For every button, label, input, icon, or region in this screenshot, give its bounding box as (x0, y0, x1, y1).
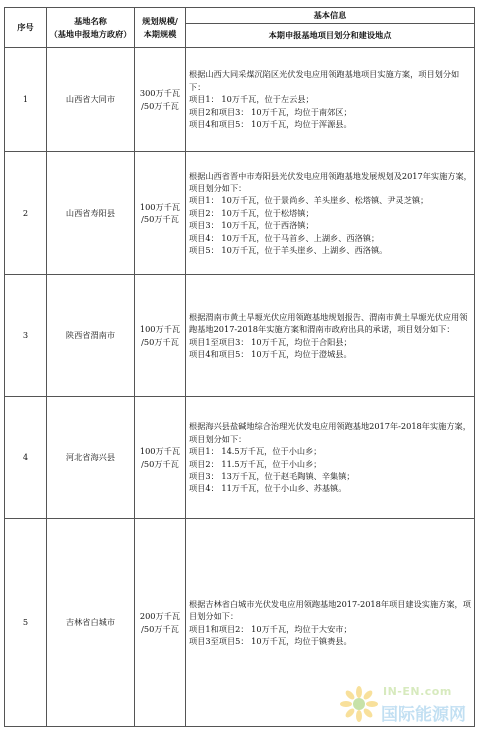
row-detail (186, 48, 475, 152)
header-serial-number: 序号 (5, 8, 47, 48)
header-basic-info: 基本信息 (186, 8, 475, 24)
detail-item: 项目3： 10万千瓦，位于西洛镇； (189, 220, 314, 231)
row-serial: 5 (5, 519, 47, 727)
detail-intro: 根据海兴县盐碱地综合治理光伏发电应用领跑基地2017年-2018年实施方案，项目划分如下： (189, 421, 471, 444)
detail-item: 项目1和项目2： 10万千瓦，均位于大安市； (189, 623, 352, 634)
detail-item: 项目1： 14.5万千瓦，位于小山乡； (189, 446, 322, 457)
sunflower-logo-icon (339, 685, 379, 723)
detail-item: 项目4： 10万千瓦，位于马首乡、上湖乡、西洛镇； (189, 232, 380, 243)
watermark (339, 683, 471, 725)
row-base-name: 山西省寿阳县 (47, 152, 135, 275)
detail-item: 项目2： 11.5万千瓦，位于小山乡； (189, 458, 322, 469)
row-base-name: 吉林省白城市 (47, 519, 135, 727)
watermark-brand: 国际能源网 (381, 705, 466, 725)
detail-item: 项目1至项目3： 10万千瓦，均位于合阳县； (189, 336, 352, 347)
project-table (4, 7, 475, 727)
row-serial: 2 (5, 152, 47, 275)
header-row-top (5, 8, 475, 24)
detail-item: 项目2： 10万千瓦，位于松塔镇； (189, 207, 314, 218)
table-row (5, 397, 475, 519)
detail-intro: 根据山西省晋中市寿阳县光伏发电应用领跑基地发展规划及2017年实施方案，项目划分如下： (189, 170, 472, 193)
detail-item: 项目1： 10万千瓦，位于景尚乡、羊头崖乡、松塔镇、尹灵芝镇； (189, 195, 429, 206)
row-detail (186, 275, 475, 397)
row-scale: 300万千瓦 /50万千瓦 (135, 48, 186, 152)
row-scale: 200万千瓦 /50万千瓦 (135, 519, 186, 727)
detail-item: 项目1： 10万千瓦，位于左云县； (189, 94, 314, 105)
watermark-site: IN-EN.com (383, 685, 452, 698)
table-row (5, 48, 475, 152)
detail-item: 项目4： 11万千瓦，位于小山乡、苏基镇。 (189, 483, 347, 494)
detail-item: 项目5： 10万千瓦，位于羊头崖乡、上湖乡、西洛镇。 (189, 245, 388, 256)
detail-intro: 根据山西大同采煤沉陷区光伏发电应用领跑基地项目实施方案，项目划分如下： (189, 69, 460, 92)
table-row (5, 275, 475, 397)
row-base-name: 陕西省渭南市 (47, 275, 135, 397)
row-scale: 100万千瓦 /50万千瓦 (135, 397, 186, 519)
row-detail (186, 152, 475, 275)
detail-item: 项目4和项目5： 10万千瓦，均位于澄城县。 (189, 348, 352, 359)
row-serial: 3 (5, 275, 47, 397)
header-base-name: 基地名称 （基地申报地方政府） (47, 8, 135, 48)
row-scale: 100万千瓦 /50万千瓦 (135, 152, 186, 275)
row-serial: 1 (5, 48, 47, 152)
row-base-name: 河北省海兴县 (47, 397, 135, 519)
row-serial: 4 (5, 397, 47, 519)
detail-intro: 根据渭南市黄土旱塬光伏应用领跑基地规划报告、渭南市黄土旱塬光伏应用领跑基地2017-2018年实施方案和渭南市政府出具的承诺，项目划分如下： (189, 311, 468, 335)
table-row (5, 152, 475, 275)
header-project-detail: 本期申报基地项目划分和建设地点 (186, 24, 475, 48)
detail-intro: 根据吉林省白城市光伏发电应用领跑基地2017-2018年项目建设实施方案，项目划分如下： (189, 598, 471, 622)
detail-item: 项目3至项目5： 10万千瓦，均位于镇赉县。 (189, 635, 352, 646)
detail-item: 项目2和项目3： 10万千瓦，均位于南郊区； (189, 106, 352, 117)
detail-item: 项目3： 13万千瓦，位于赵毛陶镇、辛集镇； (189, 470, 355, 481)
row-base-name: 山西省大同市 (47, 48, 135, 152)
row-scale: 100万千瓦 /50万千瓦 (135, 275, 186, 397)
detail-item: 项目4和项目5： 10万千瓦，均位于浑源县。 (189, 119, 352, 130)
header-scale: 规划规模/ 本期规模 (135, 8, 186, 48)
row-detail (186, 397, 475, 519)
